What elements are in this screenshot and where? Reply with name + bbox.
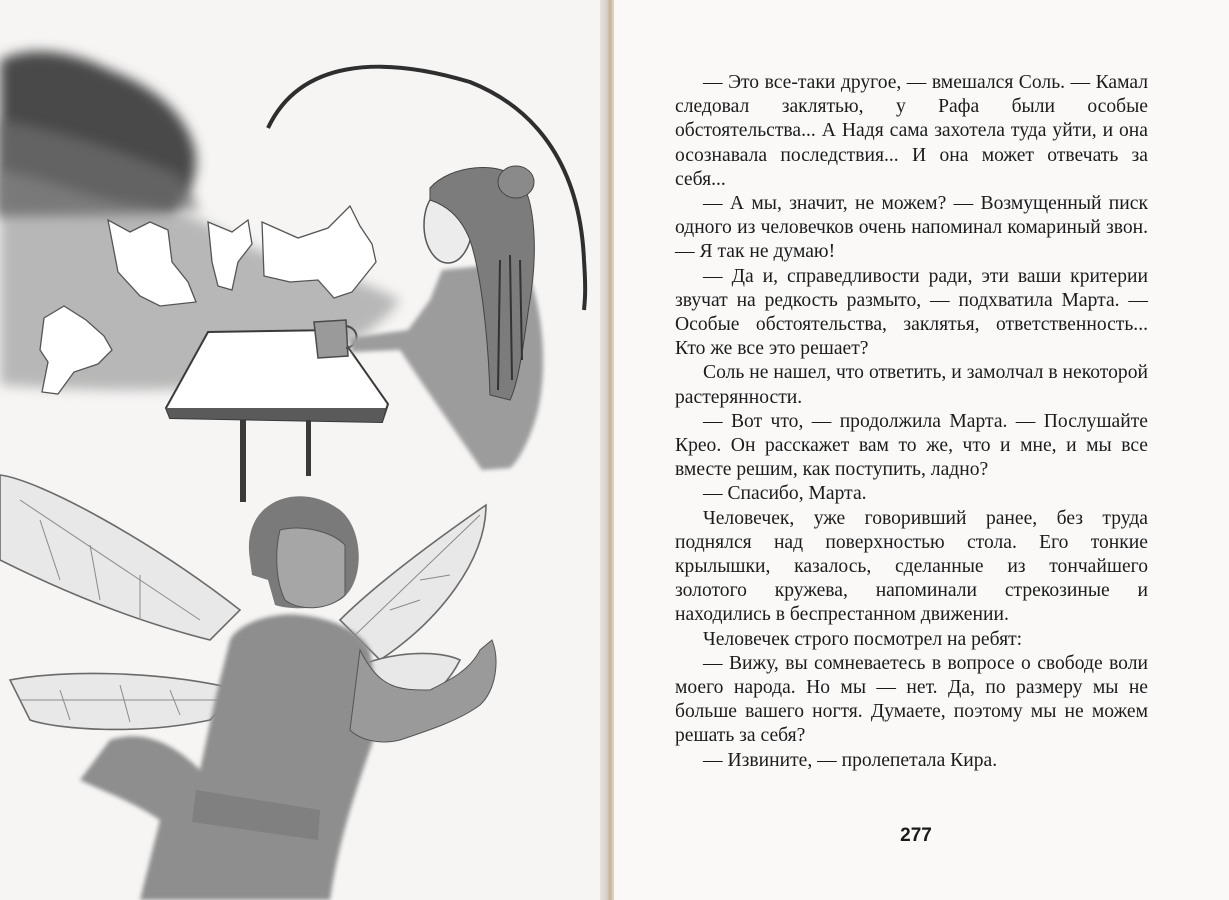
paragraph: — Спасибо, Марта. (703, 483, 867, 505)
page-number: 277 (900, 825, 932, 846)
paragraph: Человечек строго посмотрел на ребят: (703, 628, 1023, 650)
page-text (675, 71, 1148, 773)
paragraph: — Извините, — пролепетала Кира. (703, 749, 998, 771)
left-page (0, 0, 606, 900)
paragraph: — Да и, справедливости ради, эти ваши критерии звучат на редкость размыто, — подхватила Марта. — Особые обстоятельства, заклятья, ответственность... Кто же все это решает? (675, 265, 1148, 360)
paragraph: — Это все-таки другое, — вмешался Соль. — Камал следовал заклятью, у Рафа были особые обстоятельства... А Надя сама захотела туда уйти, и она осознавала последствия... И она может отвечать за себя... (675, 72, 1148, 190)
paragraph: Человечек, уже говоривший ранее, без труда поднялся над поверхностью стола. Его тонкие крылышки, казалось, сделанные из тончайшего золотого кружева, напоминали стрекозиные и находились в беспрестанном движении. (675, 507, 1148, 626)
paragraph: — Вижу, вы сомневаетесь в вопросе о свободе воли моего народа. Но мы — нет. Да, по размеру мы не больше вашего ногтя. Думаете, поэтому мы не можем решать за себя? (675, 652, 1148, 747)
paragraph: — А мы, значит, не можем? — Возмущенный писк одного из человечков очень напоминал комариный звон. — Я так не думаю! (675, 193, 1148, 263)
cup (314, 320, 348, 358)
illustration-icon (0, 0, 606, 900)
paragraph: Соль не нашел, что ответить, и замолчал в некоторой растерянности. (675, 362, 1148, 408)
paragraph: — Вот что, — продолжила Марта. — Послушайте Крео. Он расскажет вам то же, что и мне, и мы все вместе решим, как поступить, ладно? (675, 410, 1148, 481)
